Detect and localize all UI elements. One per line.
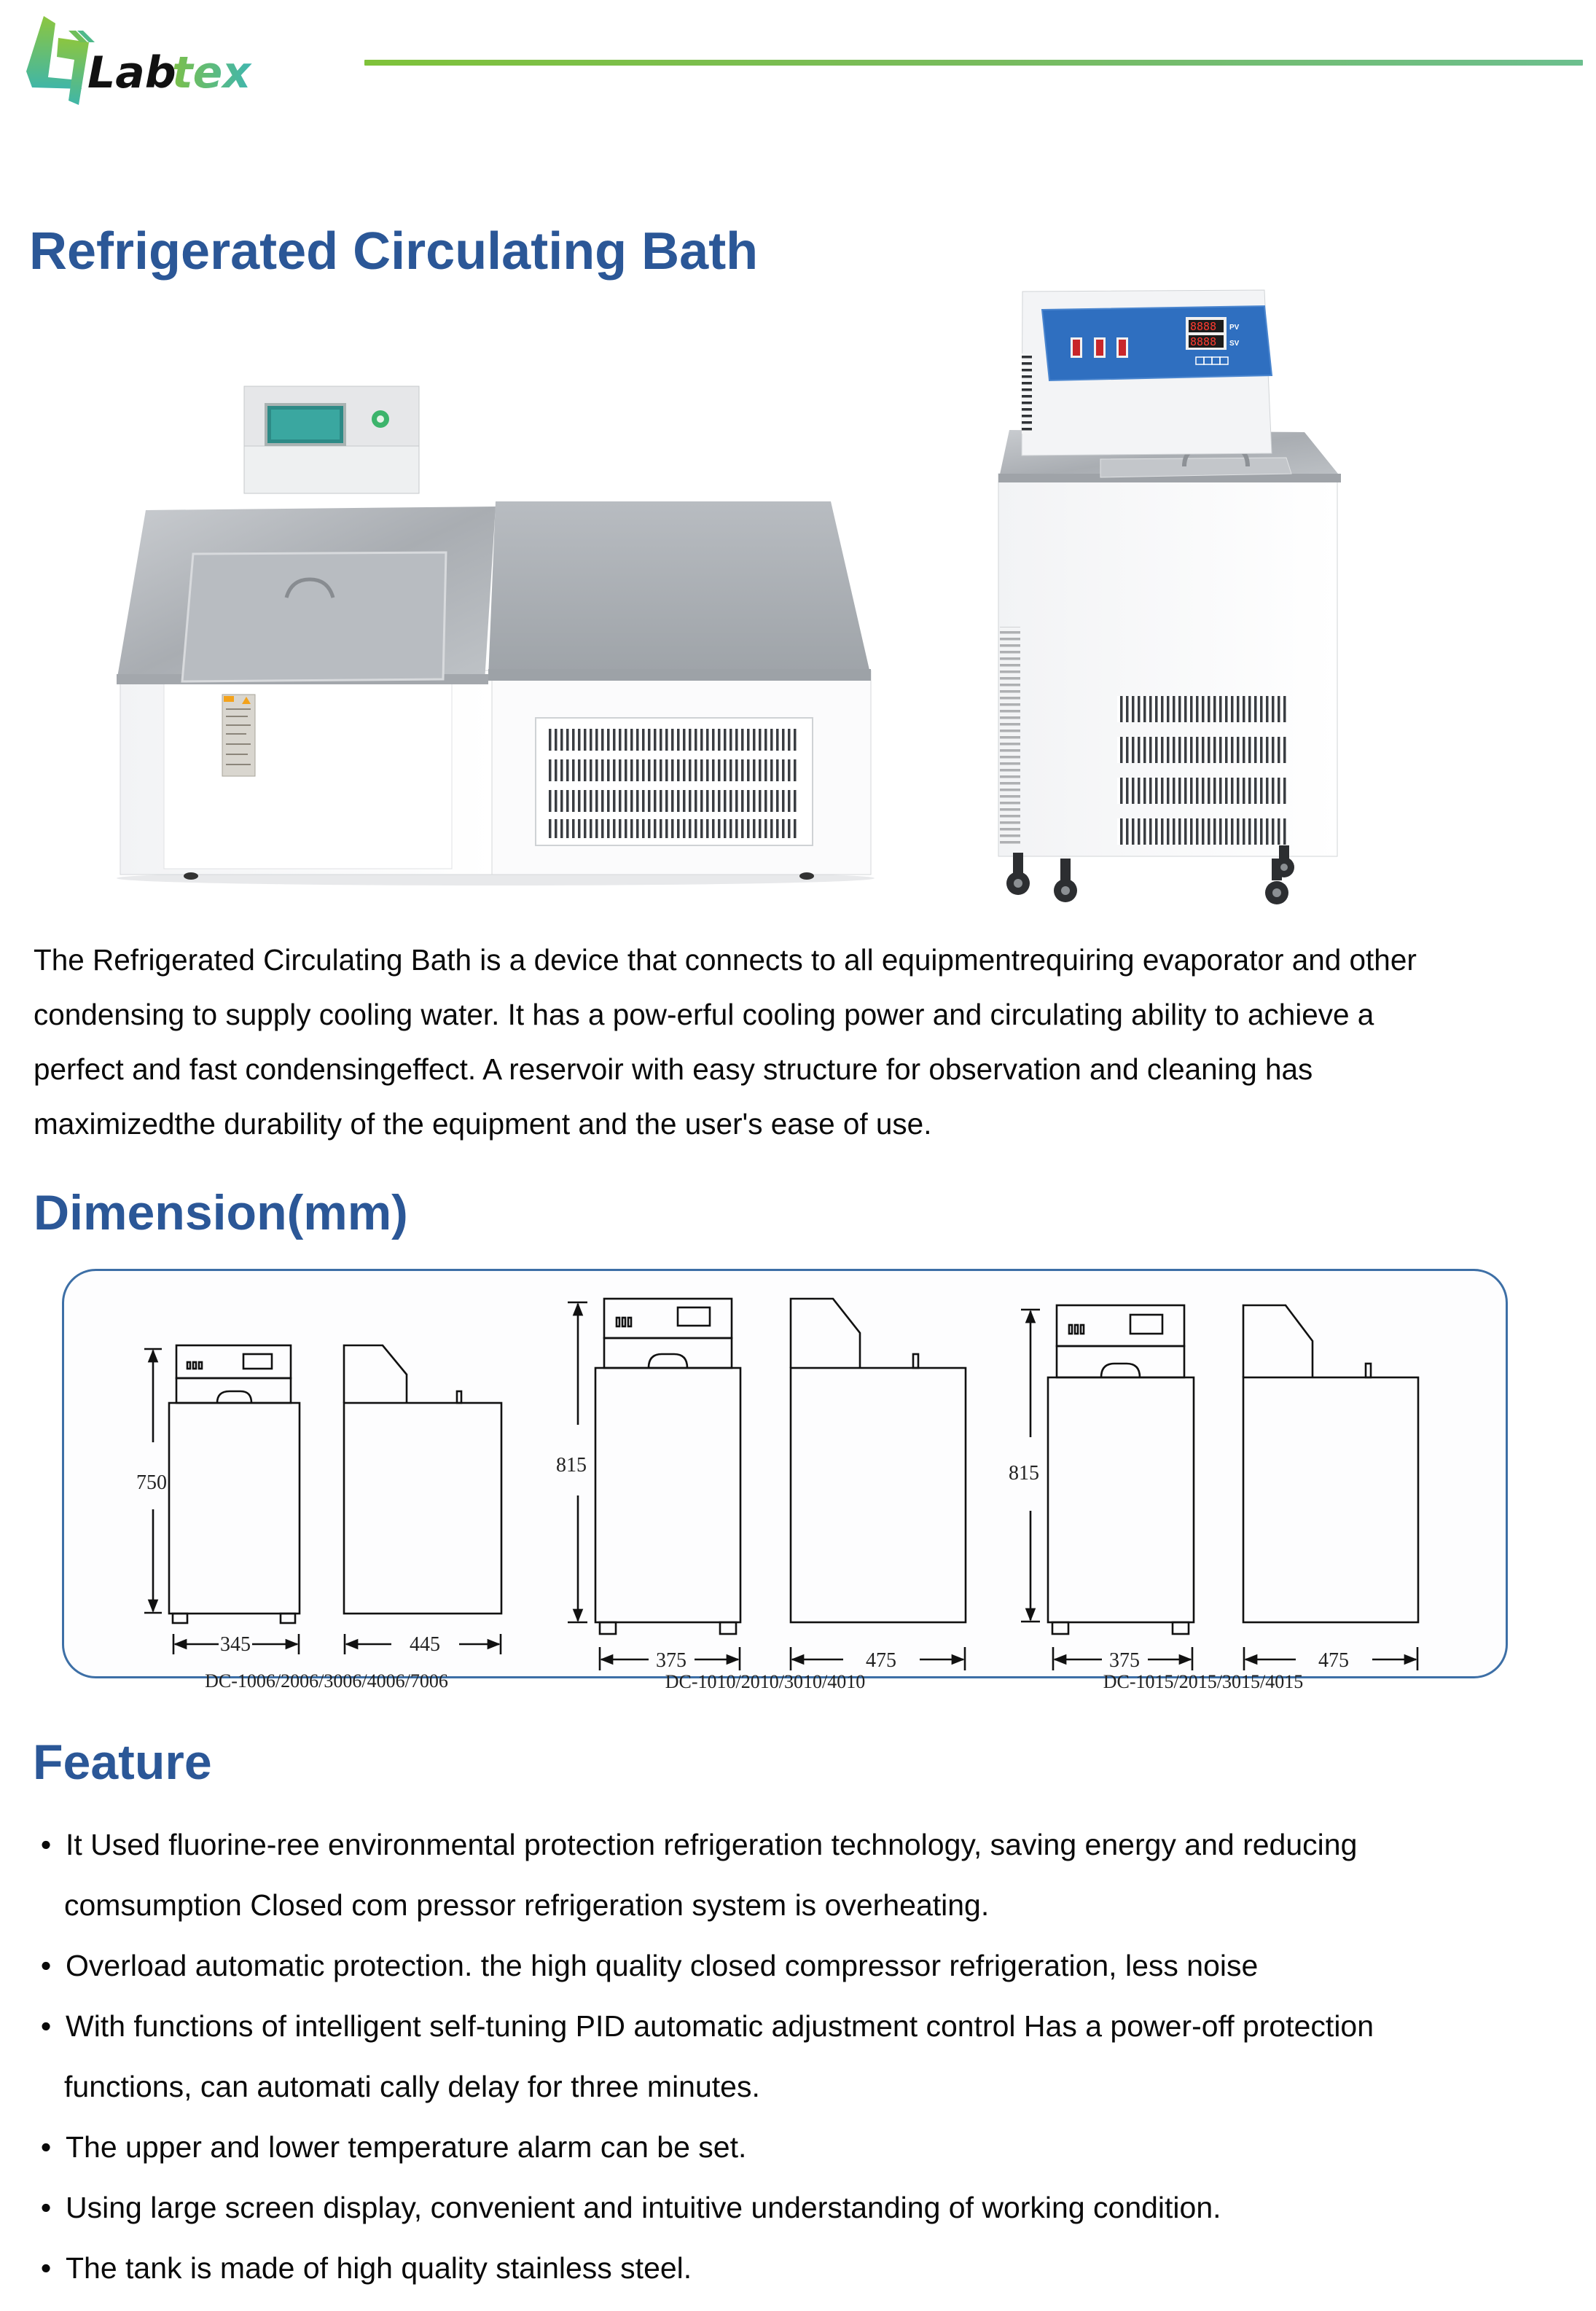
- product-photo: [0, 277, 1596, 926]
- feature-text: Using large screen display, convenient and intuitive understanding of working condition.: [66, 2191, 1221, 2224]
- feature-text: The upper and lower temperature alarm can be set.: [66, 2130, 747, 2164]
- header-divider: [364, 60, 1583, 66]
- feature-text-continued: functions, can automati cally delay for three minutes.: [64, 2070, 760, 2103]
- feature-item: [0, 1815, 1596, 1936]
- feature-text: The tank is made of high quality stainless steel.: [66, 2251, 692, 2285]
- bullet-icon: •: [40, 1828, 52, 1861]
- bullet-icon: •: [40, 2009, 52, 2043]
- feature-item: [0, 2117, 1596, 2178]
- feature-item: [0, 2178, 1596, 2238]
- feature-item: [0, 2238, 1596, 2299]
- feature-item: [0, 1936, 1596, 1996]
- model-label-1: DC-1006/2006/3006/4006/7006: [205, 1670, 448, 1692]
- sv-readout: 8888: [1190, 335, 1217, 348]
- bullet-icon: •: [40, 1949, 52, 1982]
- bullet-icon: •: [40, 2191, 52, 2224]
- labtex-logo: [26, 15, 289, 109]
- model-label-2: DC-1010/2010/3010/4010: [665, 1671, 866, 1692]
- feature-text: It Used fluorine-ree environmental protection refrigeration technology, saving energy and reducing: [66, 1828, 1358, 1861]
- description-line: The Refrigerated Circulating Bath is a device that connects to all equipmentrequiring evaporator and other: [34, 943, 1417, 977]
- feature-text: Overload automatic protection. the high quality closed compressor refrigeration, less noise: [66, 1949, 1259, 1982]
- feature-text: With functions of intelligent self-tuning PID automatic adjustment control Has a power-off protection: [66, 2009, 1374, 2043]
- brand-name-dark: Lab: [87, 47, 176, 98]
- feature-item: [0, 1996, 1596, 2117]
- pv-label: PV: [1229, 324, 1240, 332]
- height-label-model-3: 815: [1009, 1462, 1039, 1485]
- feature-text-continued: comsumption Closed com pressor refrigeration system is overheating.: [64, 1888, 990, 1922]
- bullet-icon: •: [40, 2251, 52, 2285]
- bullet-icon: •: [40, 2130, 52, 2164]
- description-line: maximizedthe durability of the equipment and the user's ease of use.: [34, 1107, 932, 1141]
- labtex-logo-mark-icon: [26, 15, 289, 109]
- front-width-label-model-1: 345: [220, 1633, 251, 1656]
- benchtop-bath-illustration: [117, 386, 875, 885]
- page-title: Refrigerated Circulating Bath: [29, 222, 759, 281]
- side-depth-label-model-2: 475: [866, 1649, 896, 1672]
- height-label-model-1: 750: [136, 1471, 167, 1494]
- feature-heading: Feature: [33, 1735, 212, 1790]
- brand-name-green: tex: [172, 47, 251, 98]
- feature-list: [0, 1815, 1596, 2299]
- dimension-diagram: [62, 1269, 1508, 1692]
- product-description: [34, 933, 1579, 1151]
- sv-label: SV: [1229, 340, 1240, 348]
- side-depth-label-model-3: 475: [1318, 1649, 1349, 1672]
- front-width-label-model-2: 375: [656, 1649, 686, 1672]
- description-line: perfect and fast condensingeffect. A reservoir with easy structure for observation and cleaning has: [34, 1052, 1313, 1086]
- side-depth-label-model-1: 445: [410, 1633, 440, 1656]
- vertical-bath-illustration: [998, 290, 1341, 904]
- front-width-label-model-3: 375: [1109, 1649, 1140, 1672]
- model-label-3: DC-1015/2015/3015/4015: [1103, 1671, 1304, 1692]
- dimension-heading: Dimension(mm): [34, 1185, 408, 1240]
- description-line: condensing to supply cooling water. It has a pow-erful cooling power and circulating ability to achieve a: [34, 998, 1374, 1031]
- pv-readout: 8888: [1190, 320, 1217, 333]
- height-label-model-2: 815: [556, 1454, 587, 1477]
